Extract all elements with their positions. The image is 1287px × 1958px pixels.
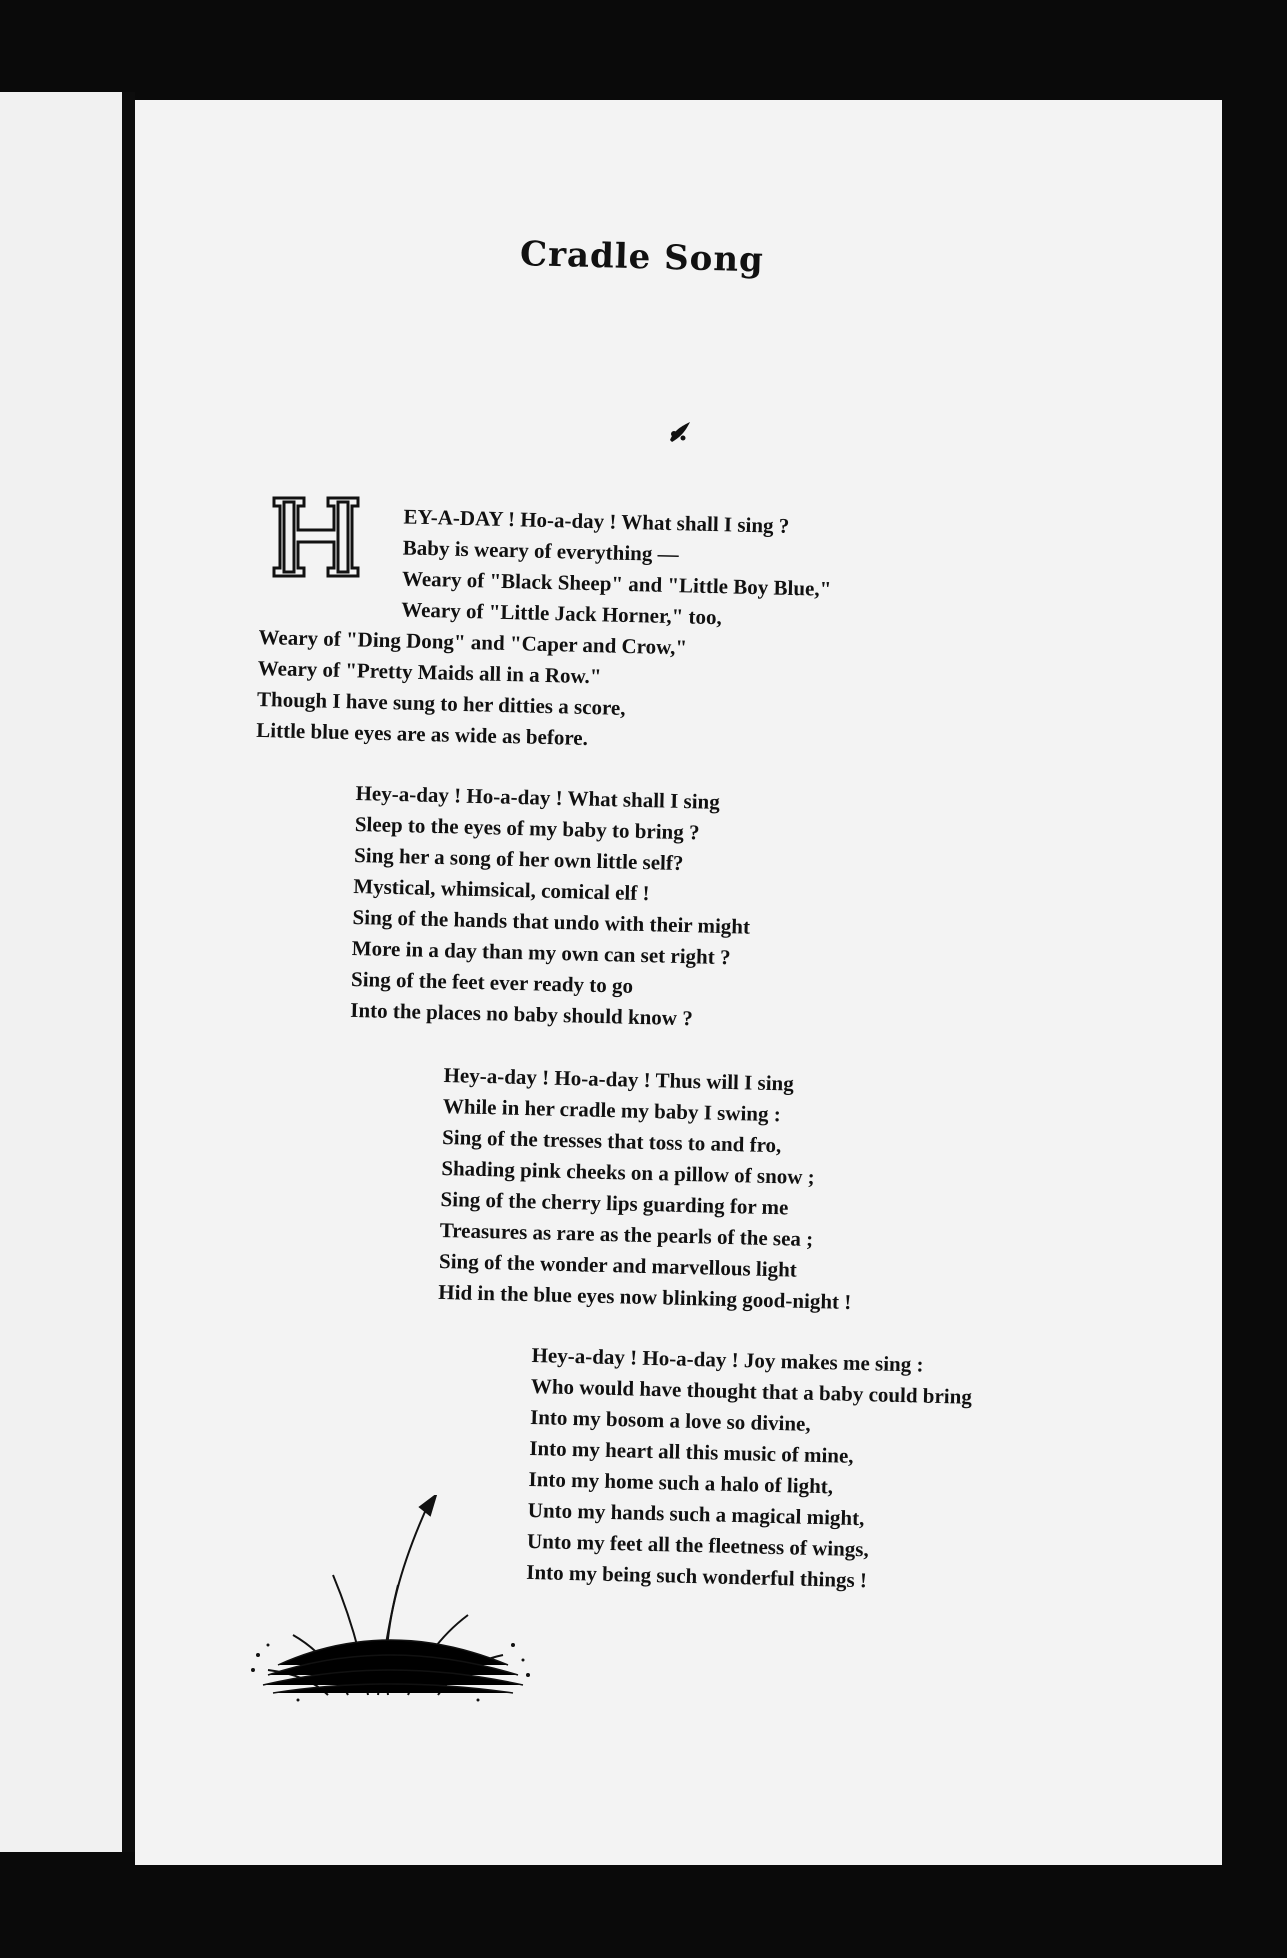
poem-line: Hey-a-day ! Ho-a-day ! Joy makes me sing : [531, 1342, 924, 1377]
stanza-4 [526, 1340, 973, 1599]
poem-line: Sing of the wonder and marvellous light [438, 1248, 798, 1282]
poem-line: EY-A-DAY ! Ho-a-day ! What shall I sing ? [403, 504, 790, 538]
poem-line: Hey-a-day ! Ho-a-day ! What shall I sing [355, 780, 721, 814]
stanza-3 [438, 1060, 857, 1318]
stanza-1 [256, 498, 833, 760]
poem-line: Though I have sung to her ditties a score, [256, 686, 626, 720]
poem-line: More in a day than my own can set right ? [351, 935, 731, 970]
poem-line: Weary of "Ding Dong" and "Caper and Crow," [258, 624, 688, 660]
poem-line: Sleep to the eyes of my baby to bring ? [354, 811, 700, 845]
poem-line: Weary of "Little Jack Horner," too, [401, 597, 723, 630]
poem-line: Sing of the hands that undo with their might [352, 904, 751, 939]
poem-line: Sing her a song of her own little self? [353, 842, 684, 876]
poem-line: Sing of the cherry lips guarding for me [440, 1186, 789, 1220]
poem-line: Unto my feet all the fleetness of wings, [526, 1528, 870, 1562]
poem-line: Who would have thought that a baby could bring [530, 1373, 973, 1409]
poem-line: Little blue eyes are as wide as before. [256, 717, 589, 751]
grass-illustration [238, 1495, 538, 1705]
poem-line: Weary of "Pretty Maids all in a Row." [257, 655, 602, 689]
poem-line: Into my heart all this music of mine, [529, 1435, 854, 1468]
leaf-ornament-icon [666, 418, 694, 446]
poem-line: Baby is weary of everything — [402, 535, 679, 567]
poem-line: Hey-a-day ! Ho-a-day ! Thus will I sing [443, 1062, 795, 1096]
book-gutter [122, 92, 135, 1852]
poem-line: Into my being such wonderful things ! [526, 1559, 868, 1593]
poem-line: Shading pink cheeks on a pillow of snow ; [441, 1155, 815, 1190]
poem-line: Treasures as rare as the pearls of the sea ; [439, 1217, 814, 1252]
poem-line: Sing of the tresses that toss to and fro, [441, 1124, 782, 1158]
poem-line: While in her cradle my baby I swing : [442, 1093, 782, 1127]
poem-line: Sing of the feet ever ready to go [350, 966, 634, 998]
stanza-2 [350, 778, 753, 1036]
page-title: Cradle Song [519, 234, 765, 281]
poem-line: Mystical, whimsical, comical elf ! [353, 873, 650, 906]
poem-line: Unto my hands such a magical might, [527, 1497, 865, 1531]
poem-line: Into my bosom a love so divine, [529, 1404, 811, 1436]
poem-line: Into my home such a halo of light, [528, 1466, 834, 1499]
poem-line: Weary of "Black Sheep" and "Little Boy Blue," [401, 566, 832, 601]
left-page-edge [0, 92, 122, 1852]
poem-line: Into the places no baby should know ? [350, 997, 694, 1031]
poem-line: Hid in the blue eyes now blinking good-night ! [438, 1279, 852, 1315]
